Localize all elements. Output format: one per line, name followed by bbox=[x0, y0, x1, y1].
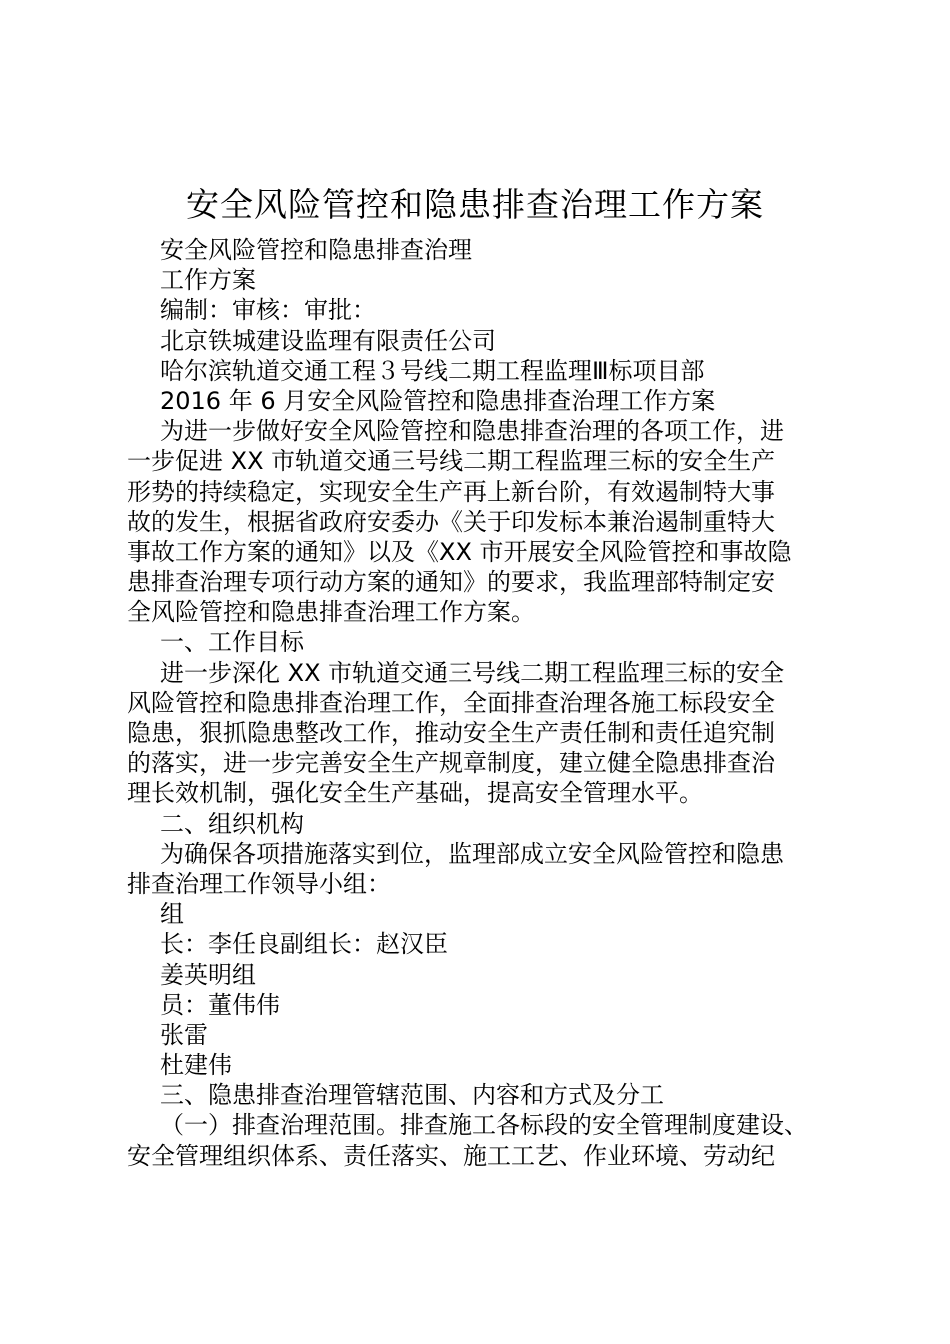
text-line: 工作方案 bbox=[160, 266, 256, 295]
text-line: 长：李任良副组长：赵汉臣 bbox=[160, 930, 448, 959]
text-line: 排查治理工作领导小组： bbox=[127, 869, 391, 898]
text-line: 为进一步做好安全风险管控和隐患排查治理的各项工作，进 bbox=[160, 417, 784, 446]
text-line: 进一步深化 XX 市轨道交通三号线二期工程监理三标的安全 bbox=[160, 658, 785, 687]
text-line: 形势的持续稳定，实现安全生产再上新台阶，有效遏制特大事 bbox=[127, 477, 775, 506]
text-line: 组 bbox=[160, 900, 184, 929]
text-line: 风险管控和隐患排查治理工作，全面排查治理各施工标段安全 bbox=[127, 688, 775, 717]
text-line: （一）排查治理范围。排查施工各标段的安全管理制度建设、 bbox=[160, 1111, 808, 1140]
text-line: 员：董伟伟 bbox=[160, 990, 280, 1019]
text-line: 一步促进 XX 市轨道交通三号线二期工程监理三标的安全生产 bbox=[127, 447, 776, 476]
text-line: 的落实，进一步完善安全生产规章制度，建立健全隐患排查治 bbox=[127, 749, 775, 778]
text-line: 为确保各项措施落实到位，监理部成立安全风险管控和隐患 bbox=[160, 839, 784, 868]
text-line: 杜建伟 bbox=[160, 1051, 232, 1080]
text-line: 隐患，狠抓隐患整改工作，推动安全生产责任制和责任追究制 bbox=[127, 719, 775, 747]
section-heading: 一、工作目标 bbox=[160, 628, 304, 657]
text-line: 姜英明组 bbox=[160, 960, 256, 989]
text-line: 故的发生，根据省政府安委办《关于印发标本兼治遏制重特大 bbox=[127, 507, 775, 536]
section-heading: 三、隐患排查治理管辖范围、内容和方式及分工 bbox=[160, 1081, 664, 1110]
text-line: 张雷 bbox=[160, 1020, 208, 1049]
document-title: 安全风险管控和隐患排查治理工作方案 bbox=[186, 185, 764, 224]
text-line: 2016 年 6 月安全风险管控和隐患排查治理工作方案 bbox=[160, 386, 716, 415]
text-line: 全风险管控和隐患排查治理工作方案。 bbox=[127, 598, 535, 627]
text-line: 事故工作方案的通知》以及《XX 市开展安全风险管控和事故隐 bbox=[127, 537, 792, 566]
text-line: 患排查治理专项行动方案的通知》的要求，我监理部特制定安 bbox=[127, 568, 775, 597]
text-line: 北京铁城建设监理有限责任公司 bbox=[160, 326, 496, 355]
text-line: 理长效机制，强化安全生产基础，提高安全管理水平。 bbox=[127, 779, 703, 808]
section-heading: 二、组织机构 bbox=[160, 809, 304, 838]
text-line: 安全管理组织体系、责任落实、施工工艺、作业环境、劳动纪 bbox=[127, 1141, 775, 1170]
document-body bbox=[127, 235, 839, 1171]
text-line: 安全风险管控和隐患排查治理 bbox=[160, 236, 472, 264]
text-line: 哈尔滨轨道交通工程３号线二期工程监理Ⅲ标项目部 bbox=[160, 356, 705, 385]
text-line: 编制：审核：审批： bbox=[160, 296, 376, 325]
